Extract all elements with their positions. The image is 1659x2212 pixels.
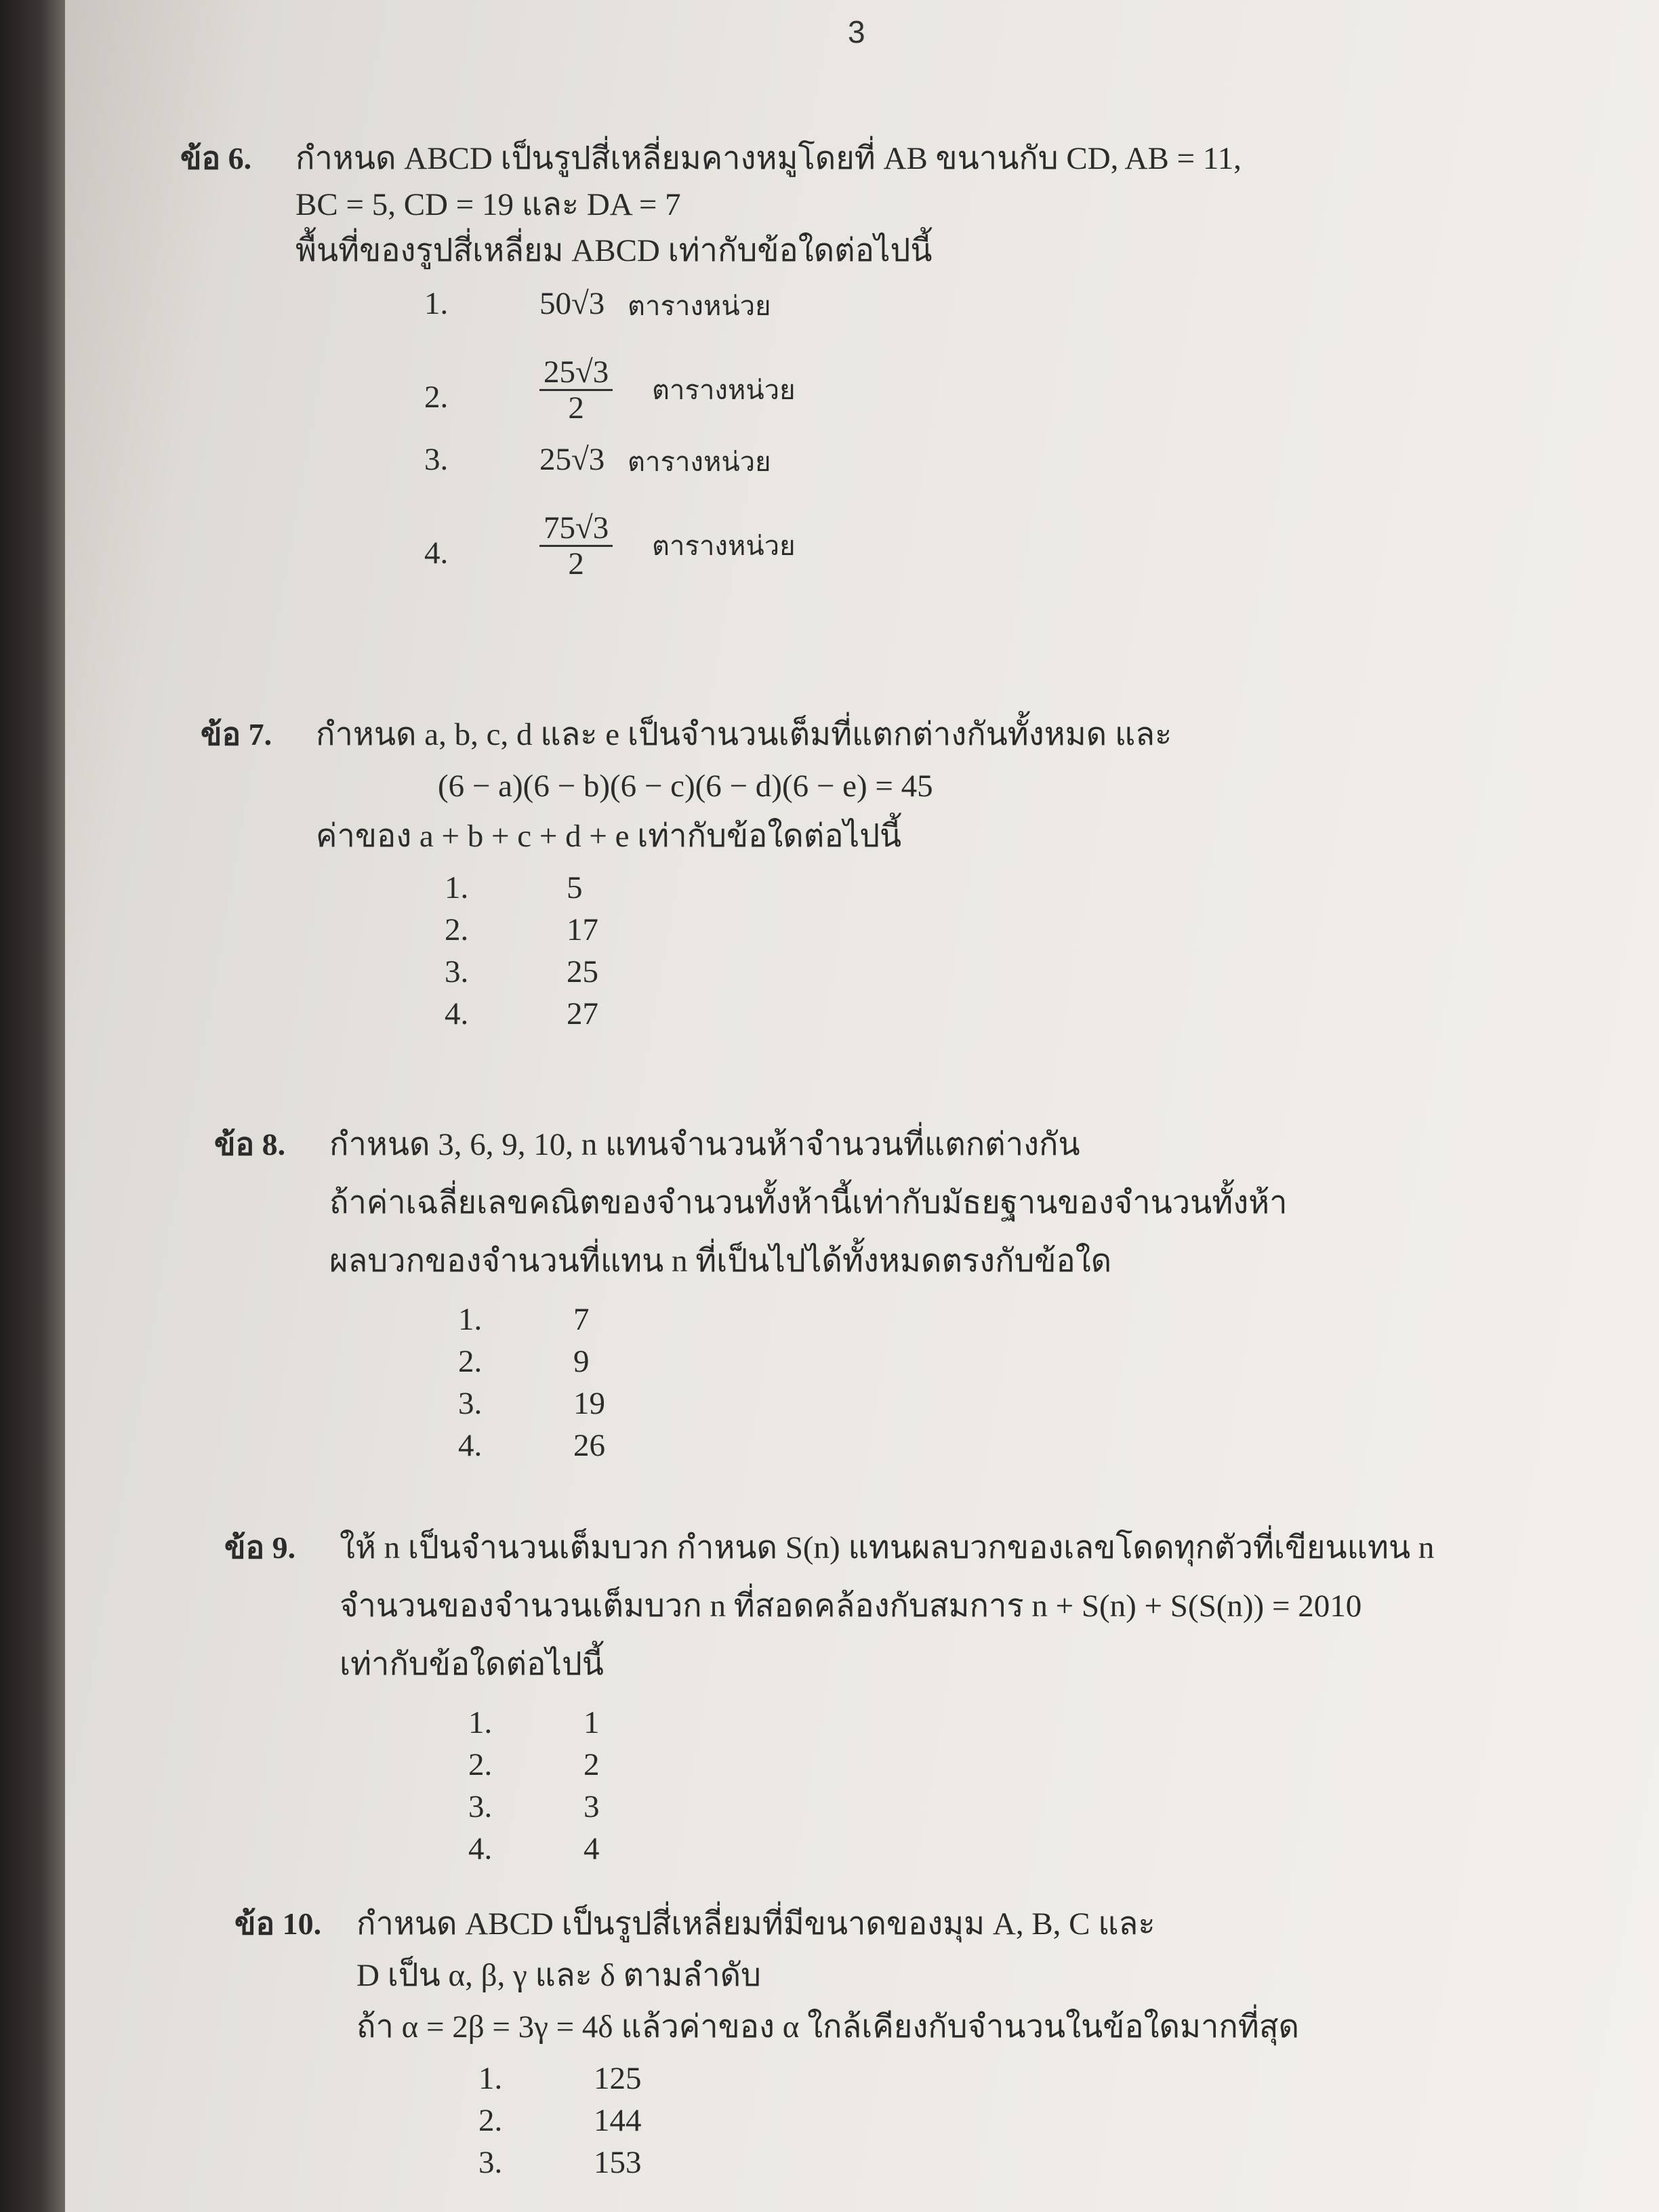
option-4 bbox=[468, 1826, 1492, 1868]
option-4 bbox=[445, 991, 1468, 1033]
question-label: ข้อ 9. bbox=[224, 1530, 296, 1565]
option-number: 2. bbox=[458, 1344, 483, 1379]
question-text-line: กำหนด ABCD เป็นรูปสี่เหลี่ยมที่มีขนาดของมุม A, B, C และ bbox=[356, 1906, 1155, 1942]
fraction-numerator: 25√3 bbox=[539, 355, 613, 391]
option-value: 1 bbox=[583, 1705, 600, 1740]
option-4 bbox=[424, 511, 1448, 592]
option-number: 4. bbox=[468, 1831, 493, 1866]
option-value: 3 bbox=[583, 1789, 600, 1824]
option-2 bbox=[478, 2097, 1509, 2139]
option-value: 25 bbox=[567, 954, 598, 989]
book-spine-shadow bbox=[0, 0, 75, 2212]
option-number: 2. bbox=[445, 912, 469, 947]
option-2 bbox=[458, 1338, 1481, 1380]
question-text-line: กำหนด 3, 6, 9, 10, n แทนจำนวนห้าจำนวนที่แตกต่างกัน bbox=[329, 1127, 1080, 1162]
question-body bbox=[329, 1122, 1481, 1465]
option-value: 5 bbox=[567, 870, 583, 905]
fraction bbox=[539, 511, 613, 581]
option-number: 4. bbox=[458, 1428, 483, 1463]
option-number: 2. bbox=[424, 380, 449, 415]
equation: (6 − a)(6 − b)(6 − c)(6 − d)(6 − e) = 45 bbox=[438, 769, 933, 804]
option-value: 2 bbox=[583, 1747, 600, 1782]
option-3 bbox=[424, 436, 1448, 511]
option-1 bbox=[478, 2055, 1509, 2097]
option-number: 3. bbox=[478, 2145, 503, 2180]
option-1 bbox=[458, 1296, 1481, 1338]
option-value: 27 bbox=[567, 996, 598, 1031]
option-3 bbox=[458, 1380, 1481, 1422]
question-text-line: BC = 5, CD = 19 และ DA = 7 bbox=[295, 187, 681, 222]
question-body bbox=[340, 1525, 1492, 1868]
fraction-denominator: 2 bbox=[568, 546, 584, 581]
option-value: 144 bbox=[594, 2103, 642, 2138]
option-number: 3. bbox=[424, 442, 449, 477]
option-value: 7 bbox=[573, 1302, 590, 1337]
option-number: 4. bbox=[445, 996, 469, 1031]
question-text-line: จำนวนของจำนวนเต็มบวก n ที่สอดคล้องกับสมการ n + S(n) + S(S(n)) = 2010 bbox=[340, 1589, 1362, 1624]
question-body bbox=[356, 1901, 1509, 2182]
options-list bbox=[468, 1700, 1492, 1868]
question-text-line: D เป็น α, β, γ และ δ ตามลำดับ bbox=[356, 1958, 761, 1993]
option-number: 1. bbox=[424, 286, 449, 321]
option-number: 3. bbox=[458, 1386, 483, 1421]
option-3 bbox=[445, 949, 1468, 991]
textbook-page bbox=[65, 0, 1659, 2212]
option-value: 25√3 bbox=[539, 442, 605, 477]
option-number: 2. bbox=[478, 2103, 503, 2138]
option-value: 125 bbox=[594, 2061, 642, 2096]
question-text-line: ผลบวกของจำนวนที่แทน n ที่เป็นไปได้ทั้งหมดตรงกับข้อใด bbox=[329, 1244, 1112, 1279]
option-1 bbox=[424, 281, 1448, 355]
fraction-denominator: 2 bbox=[568, 390, 584, 426]
option-number: 3. bbox=[468, 1789, 493, 1824]
option-number: 4. bbox=[424, 535, 449, 571]
question-text-line: เท่ากับข้อใดต่อไปนี้ bbox=[340, 1647, 604, 1682]
option-number: 1. bbox=[478, 2061, 503, 2096]
options-list bbox=[445, 865, 1468, 1033]
option-number: 2. bbox=[468, 1747, 493, 1782]
question-body bbox=[316, 712, 1468, 1033]
fraction bbox=[539, 355, 613, 425]
question-label: ข้อ 8. bbox=[214, 1127, 286, 1162]
question-label: ข้อ 10. bbox=[234, 1906, 322, 1941]
option-unit: ตารางหน่วย bbox=[628, 291, 771, 323]
option-value: 19 bbox=[573, 1386, 605, 1421]
option-unit: ตารางหน่วย bbox=[628, 447, 771, 478]
question-text-line: กำหนด ABCD เป็นรูปสี่เหลี่ยมคางหมูโดยที่ AB ขนานกับ CD, AB = 11, bbox=[295, 141, 1242, 176]
option-value: 153 bbox=[594, 2145, 642, 2180]
option-unit: ตารางหน่วย bbox=[652, 374, 796, 406]
option-4 bbox=[458, 1422, 1481, 1465]
option-1 bbox=[468, 1700, 1492, 1742]
option-2 bbox=[468, 1742, 1492, 1784]
question-text-line: ให้ n เป็นจำนวนเต็มบวก กำหนด S(n) แทนผลบวกของเลขโดดทุกตัวที่เขียนแทน n bbox=[340, 1530, 1435, 1565]
question-label: ข้อ 7. bbox=[201, 717, 272, 752]
question-label: ข้อ 6. bbox=[180, 141, 252, 176]
fraction-numerator: 75√3 bbox=[539, 511, 613, 547]
options-list bbox=[478, 2055, 1509, 2182]
options-list bbox=[424, 281, 1448, 592]
question-body bbox=[295, 136, 1448, 592]
option-number: 1. bbox=[468, 1705, 493, 1740]
question-text-line: พื้นที่ของรูปสี่เหลี่ยม ABCD เท่ากับข้อใดต่อไปนี้ bbox=[295, 233, 933, 268]
option-1 bbox=[445, 865, 1468, 907]
option-number: 3. bbox=[445, 954, 469, 989]
question-text-line: ค่าของ a + b + c + d + e เท่ากับข้อใดต่อไปนี้ bbox=[316, 819, 902, 854]
question-text-line: ถ้า α = 2β = 3γ = 4δ แล้วค่าของ α ใกล้เคียงกับจำนวนในข้อใดมากที่สุด bbox=[356, 2009, 1300, 2045]
option-number: 1. bbox=[458, 1302, 483, 1337]
option-value: 50√3 bbox=[539, 286, 605, 321]
option-3 bbox=[478, 2139, 1509, 2182]
option-value: 17 bbox=[567, 912, 598, 947]
page-number: 3 bbox=[848, 14, 865, 49]
option-value: 26 bbox=[573, 1428, 605, 1463]
options-list bbox=[458, 1296, 1481, 1465]
option-2 bbox=[424, 355, 1448, 436]
question-text-line: กำหนด a, b, c, d และ e เป็นจำนวนเต็มที่แตกต่างกันทั้งหมด และ bbox=[316, 717, 1172, 752]
option-number: 1. bbox=[445, 870, 469, 905]
question-text-line: ถ้าค่าเฉลี่ยเลขคณิตของจำนวนทั้งห้านี้เท่ากับมัธยฐานของจำนวนทั้งห้า bbox=[329, 1185, 1288, 1221]
option-2 bbox=[445, 907, 1468, 949]
option-value: 4 bbox=[583, 1831, 600, 1866]
option-3 bbox=[468, 1784, 1492, 1826]
option-value: 9 bbox=[573, 1344, 590, 1379]
option-unit: ตารางหน่วย bbox=[652, 530, 796, 562]
